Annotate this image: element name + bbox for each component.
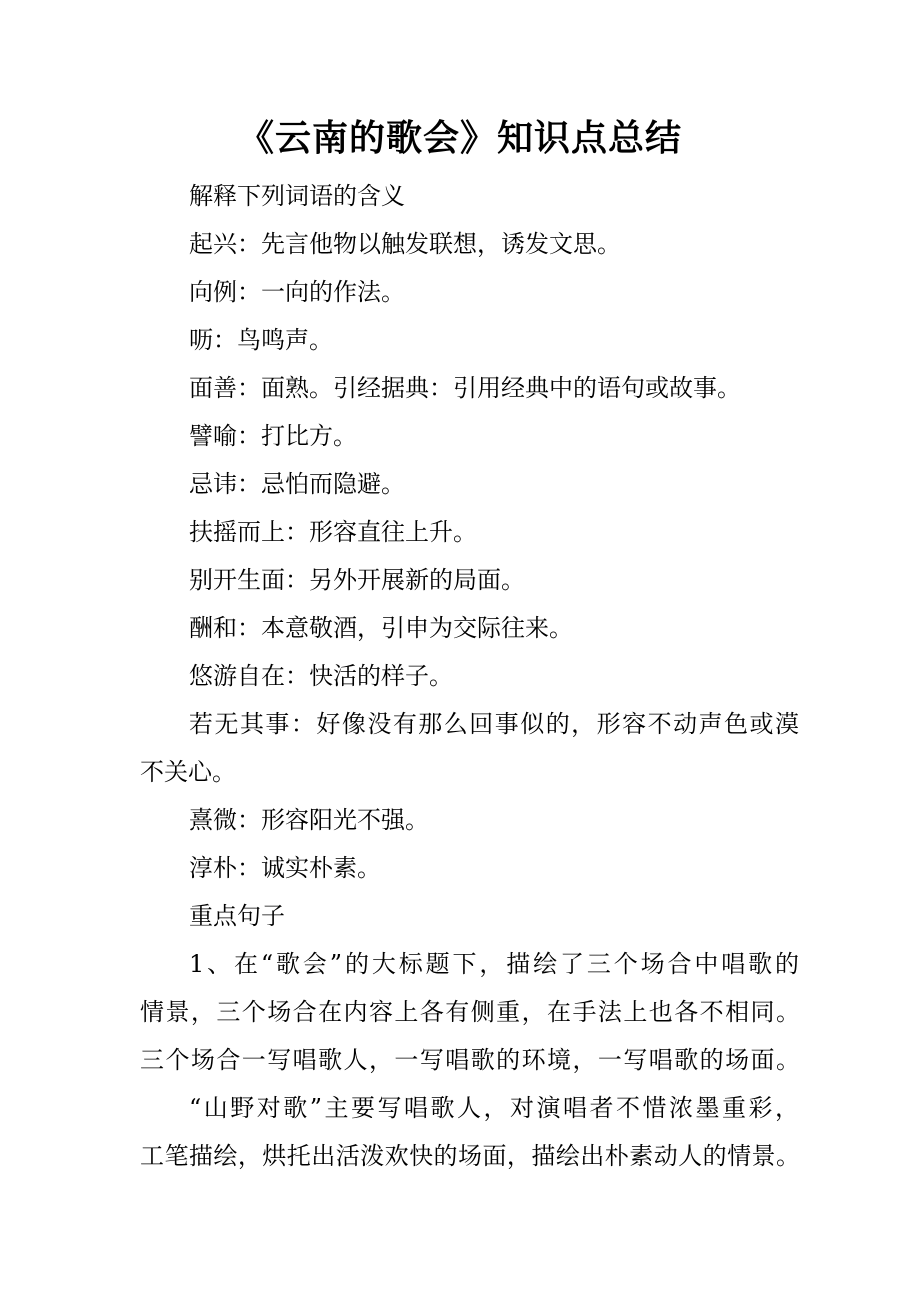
paragraph-line: 三个场合一写唱歌人，一写唱歌的环境，一写唱歌的场面。 <box>140 1046 800 1074</box>
vocab-item: 若无其事：好像没有那么回事似的，形容不动声色或漠 <box>189 710 799 738</box>
vocab-item: 呖：鸟鸣声。 <box>189 326 333 354</box>
paragraph-line: 情景，三个场合在内容上各有侧重，在手法上也各不相同。 <box>140 998 800 1026</box>
vocab-item: 酬和：本意敬酒，引申为交际往来。 <box>189 614 573 642</box>
vocab-item: 向例：一向的作法。 <box>189 278 405 306</box>
vocab-item: 忌讳：忌怕而隐避。 <box>189 470 405 498</box>
document-title: 《云南的歌会》知识点总结 <box>237 118 682 159</box>
vocab-item: 别开生面：另外开展新的局面。 <box>189 566 525 594</box>
paragraph-line: 1、在“歌会”的大标题下，描绘了三个场合中唱歌的 <box>189 950 799 978</box>
paragraph-line: 工笔描绘，烘托出活泼欢快的场面，描绘出朴素动人的情景。 <box>140 1142 800 1170</box>
vocab-item: 起兴：先言他物以触发联想，诱发文思。 <box>189 230 621 258</box>
vocab-item: 悠游自在：快活的样子。 <box>189 662 453 690</box>
vocab-item: 扶摇而上：形容直往上升。 <box>189 518 477 546</box>
paragraph-line: “山野对歌”主要写唱歌人，对演唱者不惜浓墨重彩， <box>189 1094 799 1122</box>
vocab-item: 譬喻：打比方。 <box>189 422 357 450</box>
vocab-item: 淳朴：诚实朴素。 <box>189 854 381 882</box>
section-heading-vocabulary: 解释下列词语的含义 <box>189 182 405 210</box>
section-heading-key-sentences: 重点句子 <box>189 902 285 930</box>
vocab-item-continuation: 不关心。 <box>140 758 236 786</box>
vocab-item: 熹微：形容阳光不强。 <box>189 806 429 834</box>
vocab-item: 面善：面熟。引经据典：引用经典中的语句或故事。 <box>189 374 741 402</box>
